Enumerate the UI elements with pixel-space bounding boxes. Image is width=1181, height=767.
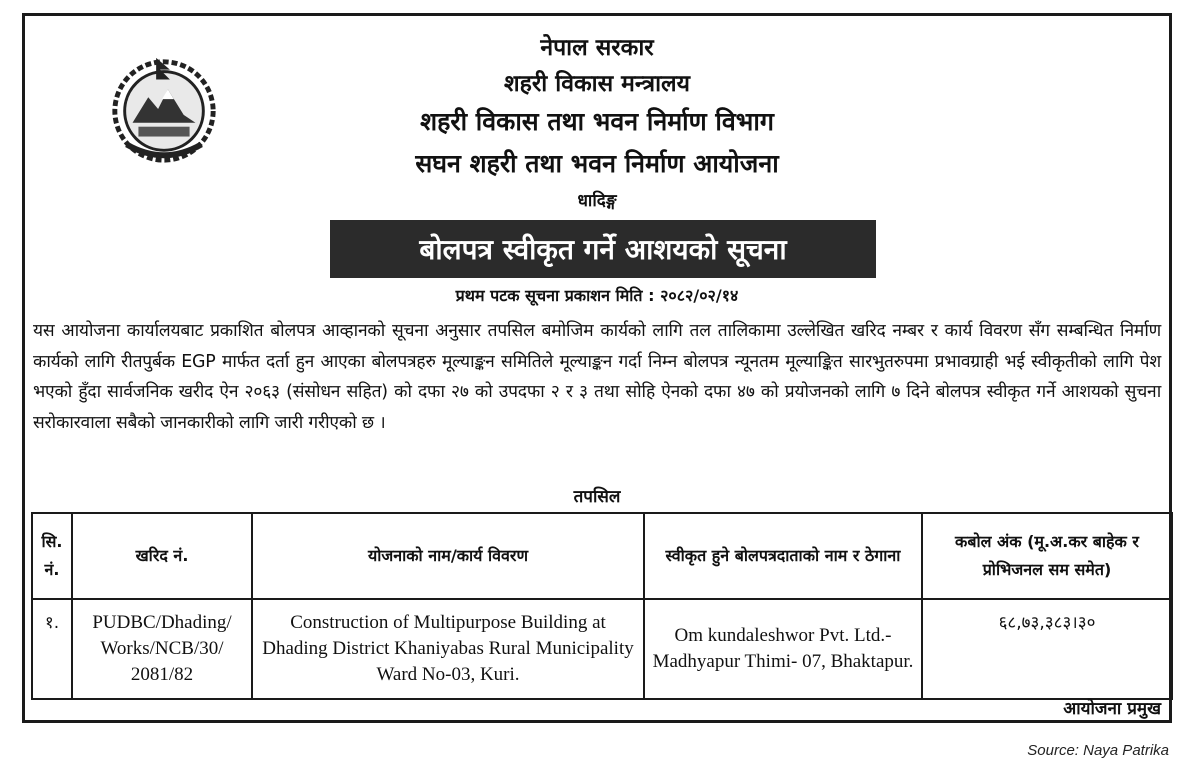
notice-title: बोलपत्र स्वीकृत गर्ने आशयको सूचना — [419, 233, 787, 266]
header-procurement-no: खरिद नं. — [72, 513, 252, 599]
notice-title-banner — [330, 220, 876, 278]
table-row — [32, 599, 1172, 699]
header-project: योजनाको नाम/कार्य विवरण — [252, 513, 644, 599]
tender-table — [31, 512, 1173, 700]
notice-frame — [22, 13, 1172, 723]
signature: आयोजना प्रमुख — [1063, 699, 1161, 719]
header-department: शहरी विकास तथा भवन निर्माण विभाग — [420, 107, 774, 136]
cell-sn: १. — [32, 599, 72, 699]
header-government: नेपाल सरकार — [540, 35, 654, 61]
source-credit: Source: Naya Patrika — [1027, 742, 1169, 759]
cell-amount: ६८,७३,३८३।३० — [922, 599, 1172, 699]
cell-bidder: Om kundaleshwor Pvt. Ltd.- Madhyapur Thimi- 07, Bhaktapur. — [644, 599, 922, 699]
header-amount: कबोल अंक (मू.अ.कर बाहेक र प्रोभिजनल सम समेत) — [922, 513, 1172, 599]
notice-body: यस आयोजना कार्यालयबाट प्रकाशित बोलपत्र आव्हानको सूचना अनुसार तपसिल बमोजिम कार्यको लागि तल तालिकामा उल्लेखित खरिद नम्बर र कार्य विवरण सँग सम्बन्धित निर्माण कार्यको लागि रीतपुर्बक EGP मार्फत दर्ता हुन आएका बोलपत्रहरु मूल्याङ्कन समितिले मूल्याङ्कन गर्दा निम्न बोलपत्र न्यूनतम मूल्याङ्कित सारभुतरुपमा प्रभावग्राही भई स्वीकृतीको लागि पेश भएको हुँदा सार्वजनिक खरीद ऐन २०६३ (संसोधन सहित) को दफा २७ को उपदफा २ र ३ तथा सोहि ऐनको दफा ४७ को प्रयोजनको लागि ७ दिने बोलपत्र स्वीकृत गर्ने आशयको सुचना सरोकारवाला सबैको जानकारीको लागि जारी गरीएको छ । — [33, 321, 1161, 433]
header-bidder: स्वीकृत हुने बोलपत्रदाताको नाम र ठेगाना — [644, 513, 922, 599]
schedule-title: तपसिल — [573, 487, 621, 507]
header-ministry: शहरी विकास मन्त्रालय — [504, 71, 690, 97]
header-project: सघन शहरी तथा भवन निर्माण आयोजना — [415, 149, 779, 178]
header-sn: सि. नं. — [32, 513, 72, 599]
table-header-row — [32, 513, 1172, 599]
header-location: धादिङ्ग — [577, 191, 617, 211]
cell-project: Construction of Multipurpose Building at Dhading District Khaniyabas Rural Municipality Ward No-03, Kuri. — [252, 599, 644, 699]
cell-procurement-no: PUDBC/Dhading/ Works/NCB/30/ 2081/82 — [72, 599, 252, 699]
publication-date: प्रथम पटक सूचना प्रकाशन मिति : २०८२/०२/१४ — [455, 286, 739, 305]
